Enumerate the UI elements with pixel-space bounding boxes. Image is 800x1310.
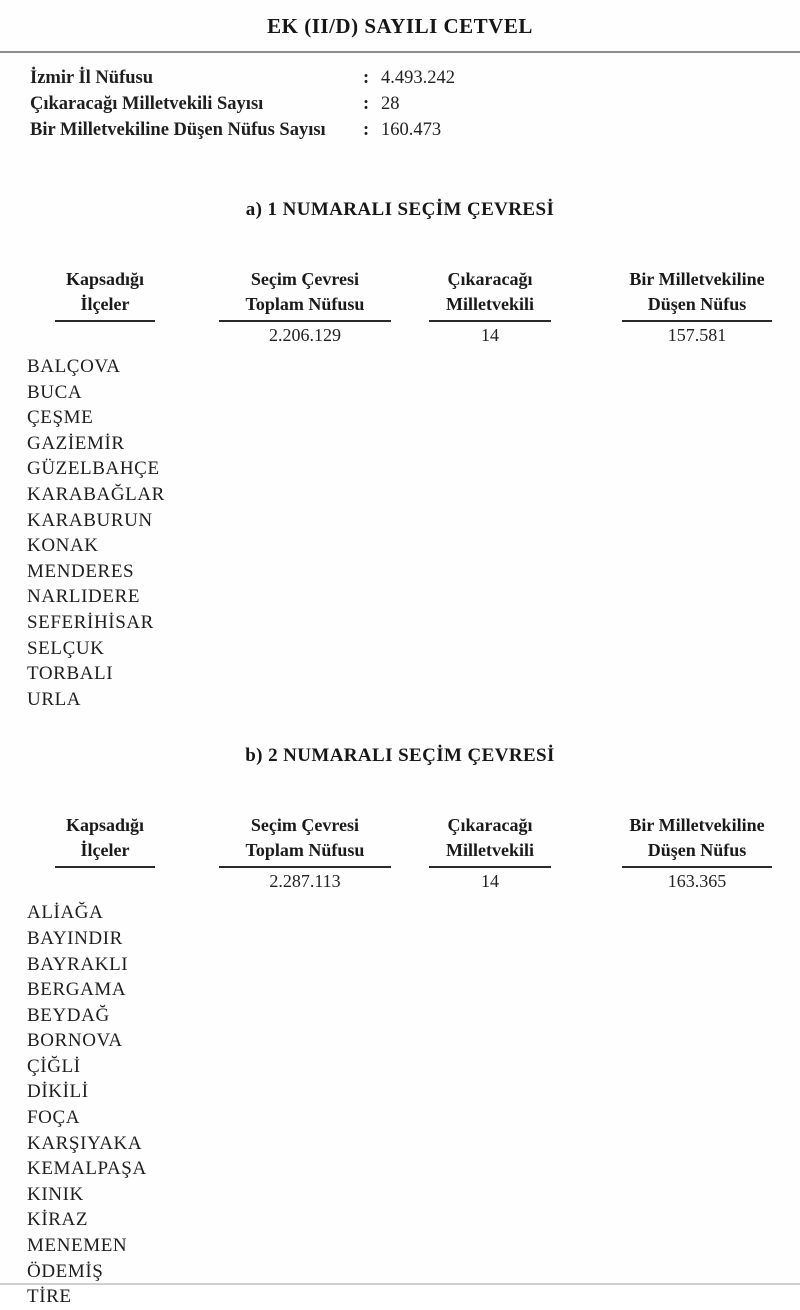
summary-row-population-per-deputy [30, 117, 800, 143]
column-underline [219, 866, 391, 868]
district-item: KINIK [27, 1183, 84, 1205]
district-item: KARABURUN [27, 509, 153, 531]
section-b-heading: b) 2 NUMARALI SEÇİM ÇEVRESİ [245, 745, 555, 767]
district-item: SEFERİHİSAR [27, 611, 154, 633]
deputies-value: 14 [481, 871, 499, 892]
column-header-line: Milletvekili [446, 294, 534, 314]
district-item: DİKİLİ [27, 1081, 89, 1103]
column-header-line: İlçeler [80, 840, 130, 861]
column-header-line: Bir Milletvekiline [629, 269, 765, 289]
section-b-table-header [0, 813, 800, 892]
deputies-value: 14 [481, 325, 499, 345]
column-header-line: Düşen Nüfus [647, 294, 747, 314]
district-item: ÇİĞLİ [27, 1055, 81, 1077]
column-header-line: Çıkaracağı [447, 815, 533, 836]
summary-value: 28 [381, 94, 400, 114]
district-item: SELÇUK [27, 637, 105, 659]
column-header-line: Düşen Nüfus [647, 840, 747, 861]
district-item: GÜZELBAHÇE [27, 458, 160, 480]
district-item: ALİAĞA [27, 902, 104, 924]
column-header-line: Toplam Nüfusu [245, 294, 365, 314]
district-item: GAZİEMİR [27, 432, 125, 454]
district-item: BUCA [27, 381, 83, 403]
column-header-total-population [215, 813, 395, 892]
district-item: FOÇA [27, 1107, 81, 1129]
column-underline [55, 866, 155, 868]
column-header-line: Çıkaracağı [447, 269, 533, 289]
section-b-district-list [27, 900, 800, 1310]
column-underline [622, 320, 772, 322]
district-item: BAYRAKLI [27, 953, 129, 975]
district-item: BALÇOVA [27, 356, 121, 377]
district-item: BORNOVA [27, 1030, 123, 1052]
column-header-line: Seçim Çevresi [250, 269, 360, 289]
summary-label: İzmir İl Nüfusu [30, 68, 154, 88]
district-item: KARABAĞLAR [27, 483, 165, 505]
column-header-line: Milletvekili [446, 840, 534, 861]
column-header-line: İlçeler [80, 294, 130, 314]
district-item: MENEMEN [27, 1235, 128, 1257]
summary-row-deputy-count [30, 91, 800, 117]
header-divider [0, 51, 800, 53]
column-header-line: Bir Milletvekiline [629, 815, 765, 836]
summary-label: Çıkaracağı Milletvekili Sayısı [30, 94, 264, 114]
column-underline [219, 320, 391, 322]
summary-colon: : [363, 94, 370, 114]
district-item: TORBALI [27, 663, 114, 685]
column-header-line: Seçim Çevresi [250, 815, 360, 836]
column-header-districts [30, 267, 180, 322]
summary-colon: : [363, 120, 370, 140]
column-header-total-population [215, 267, 395, 346]
district-item: ÇEŞME [27, 407, 94, 429]
summary-label: Bir Milletvekiline Düşen Nüfus Sayısı [30, 120, 326, 140]
column-header-deputies [410, 267, 570, 346]
district-item: ÖDEMİŞ [27, 1260, 104, 1282]
column-underline [429, 866, 551, 868]
column-header-line: Kapsadığı [65, 815, 145, 836]
district-item: MENDERES [27, 560, 135, 582]
section-a-heading: a) 1 NUMARALI SEÇİM ÇEVRESİ [245, 199, 555, 220]
column-header-population-per-deputy [607, 267, 787, 346]
population-per-deputy-value: 163.365 [667, 871, 727, 892]
column-header-line: Toplam Nüfusu [245, 840, 365, 861]
summary-block [30, 65, 800, 143]
summary-colon: : [363, 68, 370, 88]
section-a-table-header [0, 267, 800, 346]
total-population-value: 2.206.129 [269, 325, 341, 345]
total-population-value: 2.287.113 [269, 871, 341, 892]
column-header-districts [30, 813, 180, 868]
column-underline [622, 866, 772, 868]
summary-row-province-population [30, 65, 800, 91]
district-item: BERGAMA [27, 979, 127, 1001]
district-item: KEMALPAŞA [27, 1158, 147, 1180]
summary-value: 160.473 [381, 120, 442, 140]
district-item: KİRAZ [27, 1209, 89, 1231]
column-header-population-per-deputy [607, 813, 787, 892]
district-item: NARLIDERE [27, 586, 141, 608]
bottom-scan-edge [0, 1283, 800, 1285]
page-title: EK (II/D) SAYILI CETVEL [267, 14, 533, 38]
population-per-deputy-value: 157.581 [667, 325, 727, 345]
column-underline [429, 320, 551, 322]
district-item: TİRE [27, 1286, 72, 1308]
district-item: BAYINDIR [27, 927, 123, 949]
district-item: KARŞIYAKA [27, 1132, 143, 1154]
column-underline [55, 320, 155, 322]
summary-value: 4.493.242 [381, 68, 455, 88]
district-item: BEYDAĞ [27, 1004, 110, 1026]
district-item: URLA [27, 688, 82, 710]
column-header-deputies [410, 813, 570, 892]
district-item: KONAK [27, 535, 99, 557]
column-header-line: Kapsadığı [65, 269, 145, 289]
section-a-district-list [27, 354, 800, 712]
